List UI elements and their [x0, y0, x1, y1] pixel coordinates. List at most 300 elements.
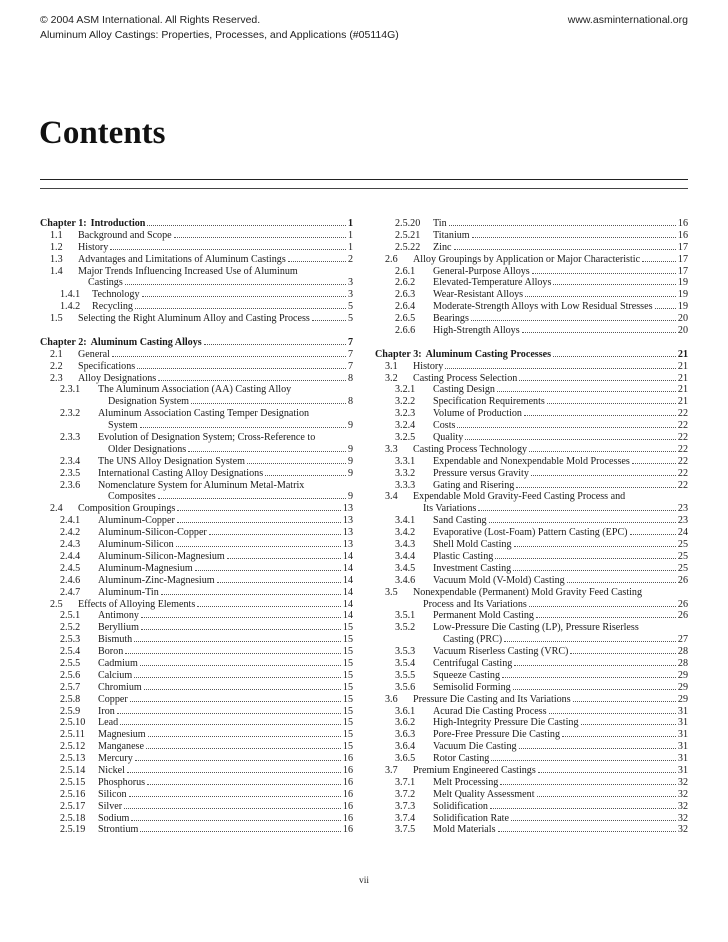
toc-page-number: 31 [677, 741, 688, 753]
dot-leader [125, 653, 341, 654]
dot-leader [478, 510, 676, 511]
toc-page-number: 15 [342, 634, 353, 646]
dot-leader [147, 784, 341, 785]
toc-page-number: 22 [677, 432, 688, 444]
toc-entry[interactable] [40, 789, 353, 801]
dot-leader [547, 403, 676, 404]
toc-entry-number: 2.5.9 [60, 705, 81, 717]
toc-entry-title: Sand Casting [433, 515, 487, 527]
dot-leader [642, 261, 676, 262]
dot-leader [147, 225, 346, 226]
toc-entry-title-continued: Casting (PRC) [443, 634, 503, 646]
toc-entry-number: 3.4.3 [395, 539, 416, 551]
toc-page-number: 26 [677, 598, 688, 610]
toc-entry[interactable] [375, 587, 688, 599]
dot-leader [195, 570, 341, 571]
toc-entry[interactable] [375, 313, 688, 325]
dot-leader [524, 415, 676, 416]
toc-page-number: 29 [677, 669, 688, 681]
toc-entry-title: Pore-Free Pressure Die Casting [433, 729, 560, 741]
dot-leader [204, 344, 346, 345]
toc-entry[interactable] [375, 384, 688, 396]
toc-entry-number: 3.3.3 [395, 479, 416, 491]
toc-entry[interactable] [40, 456, 353, 468]
toc-entry-continuation[interactable] [40, 277, 353, 289]
toc-entry[interactable] [40, 254, 353, 266]
toc-entry[interactable] [40, 515, 353, 527]
dot-leader [519, 380, 676, 381]
toc-entry[interactable] [40, 242, 353, 254]
toc-entry-number: 2.3 [50, 372, 63, 384]
toc-entry-title: Advantages and Limitations of Aluminum Castings [78, 253, 286, 265]
toc-entry[interactable] [40, 563, 353, 575]
toc-entry[interactable] [40, 753, 353, 765]
toc-entry[interactable] [40, 813, 353, 825]
toc-entry[interactable] [375, 361, 688, 373]
toc-entry-title: Technology [92, 289, 140, 301]
toc-entry[interactable] [40, 468, 353, 480]
toc-entry[interactable] [40, 266, 353, 278]
toc-entry-number: 3.6.2 [395, 717, 416, 729]
toc-entry[interactable] [375, 527, 688, 539]
dot-leader [504, 641, 676, 642]
toc-entry[interactable] [375, 610, 688, 622]
toc-page-number: 5 [347, 301, 353, 313]
toc-chapter-entry[interactable] [40, 337, 353, 349]
toc-entry[interactable] [40, 622, 353, 634]
dot-leader [141, 629, 341, 630]
toc-page-number: 8 [347, 372, 353, 384]
toc-entry[interactable] [375, 396, 688, 408]
toc-entry-number: 2.3.3 [60, 432, 81, 444]
toc-page-number: 15 [342, 669, 353, 681]
toc-entry-number: 2.5.22 [395, 241, 421, 253]
dot-leader [227, 558, 341, 559]
toc-entry-number: 2.5.15 [60, 776, 86, 788]
toc-entry[interactable] [375, 741, 688, 753]
dot-leader [570, 653, 675, 654]
toc-entry[interactable] [40, 551, 353, 563]
toc-entry[interactable] [40, 694, 353, 706]
toc-page-number: 16 [342, 812, 353, 824]
toc-entry-number: 1.4.2 [60, 301, 81, 313]
toc-entry-title: Beryllium [98, 622, 139, 634]
toc-entry-continuation[interactable] [375, 634, 688, 646]
toc-entry[interactable] [375, 420, 688, 432]
toc-page-number: 16 [677, 218, 688, 229]
toc-page-number: 32 [677, 788, 688, 800]
toc-page-number: 22 [677, 408, 688, 420]
toc-entry-title: Zinc [433, 241, 452, 253]
toc-page-number: 20 [677, 325, 688, 337]
toc-entry-number: 2.5.10 [60, 717, 86, 729]
toc-entry[interactable] [375, 765, 688, 777]
toc-page-number: 32 [677, 812, 688, 824]
dot-leader [140, 665, 341, 666]
toc-entry-title: Casting Process Technology [413, 443, 528, 455]
toc-entry[interactable] [375, 515, 688, 527]
toc-page-number: 26 [677, 610, 688, 622]
toc-entry-number: 3.6.1 [395, 705, 416, 717]
toc-page-number: 1 [347, 218, 353, 229]
toc-entry[interactable] [40, 777, 353, 789]
toc-entry-title: Calcium [98, 669, 133, 681]
toc-entry[interactable] [375, 753, 688, 765]
toc-entry[interactable] [40, 539, 353, 551]
toc-entry[interactable] [40, 706, 353, 718]
toc-entry-number: Chapter 1: [40, 218, 87, 229]
toc-page-number: 8 [347, 396, 353, 408]
toc-entry-number: 3.4 [385, 491, 398, 503]
toc-entry[interactable] [375, 706, 688, 718]
toc-entry[interactable] [40, 527, 353, 539]
toc-entry-continuation[interactable] [375, 599, 688, 611]
dot-leader [176, 546, 341, 547]
toc-entry-title: Plastic Casting [433, 550, 494, 562]
toc-entry-number: 3.3.2 [395, 467, 416, 479]
toc-entry-number: 3.2.4 [395, 420, 416, 432]
toc-entry-title: Aluminum Casting Alloys [90, 336, 202, 348]
toc-entry[interactable] [40, 610, 353, 622]
toc-entry[interactable] [40, 801, 353, 813]
toc-page-number: 16 [342, 776, 353, 788]
toc-entry-title-continued: Process and Its Variations [423, 598, 527, 610]
toc-entry[interactable] [40, 729, 353, 741]
toc-entry[interactable] [40, 824, 353, 836]
toc-entry[interactable] [40, 432, 353, 444]
dot-leader [581, 724, 676, 725]
toc-entry-title: Shell Mold Casting [433, 539, 512, 551]
toc-entry[interactable] [40, 289, 353, 301]
toc-entry[interactable] [375, 230, 688, 242]
toc-entry[interactable] [40, 361, 353, 373]
toc-entry[interactable] [375, 444, 688, 456]
toc-page-number: 27 [677, 634, 688, 646]
toc-entry-number: 3.4.2 [395, 527, 416, 539]
toc-entry[interactable] [375, 456, 688, 468]
toc-entry[interactable] [40, 587, 353, 599]
toc-entry[interactable] [375, 717, 688, 729]
toc-entry[interactable] [375, 682, 688, 694]
toc-entry[interactable] [40, 503, 353, 515]
toc-entry[interactable] [40, 384, 353, 396]
dot-leader [148, 736, 341, 737]
toc-page-number: 24 [677, 527, 688, 539]
toc-page-number: 21 [677, 384, 688, 396]
toc-entry-title: Solidification Rate [433, 812, 509, 824]
website-link[interactable]: www.asminternational.org [567, 14, 688, 26]
toc-entry[interactable] [375, 491, 688, 503]
toc-entry-title: Aluminum-Silicon-Copper [98, 527, 207, 539]
toc-entry-continuation[interactable] [40, 420, 353, 432]
toc-entry[interactable] [375, 824, 688, 836]
dot-leader [124, 808, 341, 809]
toc-entry[interactable] [375, 468, 688, 480]
toc-entry-number: 2.5.2 [60, 622, 81, 634]
toc-entry-number: 1.3 [50, 253, 63, 265]
toc-entry-number: 2.5.16 [60, 788, 86, 800]
toc-entry[interactable] [375, 658, 688, 670]
toc-page-number: 31 [677, 705, 688, 717]
toc-entry-title: Aluminum-Silicon [98, 539, 174, 551]
toc-entry[interactable] [40, 741, 353, 753]
toc-entry-title: Investment Casting [433, 562, 512, 574]
toc-page-number: 29 [677, 693, 688, 705]
toc-page-number: 14 [342, 562, 353, 574]
toc-chapter-entry[interactable] [40, 218, 353, 230]
toc-entry-number: Chapter 3: [375, 348, 422, 360]
toc-page-number: 13 [342, 539, 353, 551]
dot-leader [454, 249, 676, 250]
toc-entry-title: Expendable Mold Gravity-Feed Casting Process and [413, 491, 626, 503]
toc-entry[interactable] [40, 301, 353, 313]
toc-entry[interactable] [375, 801, 688, 813]
toc-entry-continuation[interactable] [40, 396, 353, 408]
toc-page-number: 31 [677, 729, 688, 741]
toc-entry[interactable] [40, 658, 353, 670]
dot-leader [134, 677, 341, 678]
toc-page-number: 15 [342, 741, 353, 753]
toc-page-number: 14 [342, 598, 353, 610]
toc-entry[interactable] [375, 539, 688, 551]
dot-leader [513, 570, 676, 571]
toc-entry-number: 3.7 [385, 764, 398, 776]
toc-entry[interactable] [375, 254, 688, 266]
toc-entry[interactable] [40, 313, 353, 325]
toc-entry-number: 3.5.2 [395, 622, 416, 634]
toc-page-number: 13 [342, 515, 353, 527]
toc-entry-continuation[interactable] [40, 444, 353, 456]
toc-entry-title: Vacuum Mold (V-Mold) Casting [433, 574, 565, 586]
toc-entry[interactable] [375, 373, 688, 385]
dot-leader [553, 356, 676, 357]
toc-page-number: 1 [347, 229, 353, 241]
toc-entry[interactable] [375, 277, 688, 289]
toc-entry-title: Rotor Casting [433, 753, 490, 765]
toc-entry-number: 3.5.1 [395, 610, 416, 622]
toc-page-number: 19 [677, 301, 688, 313]
toc-entry-title: Silicon [98, 788, 127, 800]
toc-page-number: 19 [677, 289, 688, 301]
toc-entry-number: 2.5.6 [60, 669, 81, 681]
toc-entry[interactable] [40, 599, 353, 611]
toc-entry[interactable] [40, 373, 353, 385]
page-title: Contents [39, 115, 166, 151]
dot-leader [500, 784, 676, 785]
toc-entry-title: Elevated-Temperature Alloys [433, 277, 552, 289]
dot-leader [514, 665, 676, 666]
toc-entry[interactable] [375, 575, 688, 587]
toc-entry[interactable] [40, 408, 353, 420]
toc-page-number: 29 [677, 681, 688, 693]
dot-leader [445, 368, 676, 369]
toc-entry-title: Aluminum-Silicon-Magnesium [98, 550, 225, 562]
dot-leader [112, 356, 346, 357]
dot-leader [131, 820, 340, 821]
toc-entry-number: 2.3.2 [60, 408, 81, 420]
toc-entry-number: 2.6.2 [395, 277, 416, 289]
toc-entry-number: 2.5.14 [60, 764, 86, 776]
toc-entry-number: 2.4.4 [60, 550, 81, 562]
toc-page-number: 15 [342, 729, 353, 741]
dot-leader [491, 760, 676, 761]
toc-entry[interactable] [375, 289, 688, 301]
toc-entry[interactable] [375, 646, 688, 658]
dot-leader [144, 689, 341, 690]
toc-entry-number: 2.4 [50, 503, 63, 515]
running-header-top [40, 14, 688, 27]
toc-entry[interactable] [40, 670, 353, 682]
toc-page-number: 9 [347, 420, 353, 432]
toc-entry-title: Aluminum Casting Processes [425, 348, 552, 360]
toc-page-number: 14 [342, 550, 353, 562]
toc-entry-number: 3.2.5 [395, 432, 416, 444]
toc-entry-number: 2.6.5 [395, 313, 416, 325]
toc-entry-title: Aluminum-Tin [98, 586, 159, 598]
toc-entry[interactable] [375, 789, 688, 801]
toc-entry[interactable] [375, 694, 688, 706]
toc-entry-continuation[interactable] [40, 491, 353, 503]
toc-entry-number: 3.4.6 [395, 574, 416, 586]
toc-entry-title: Mercury [98, 753, 133, 765]
toc-entry[interactable] [375, 325, 688, 337]
toc-chapter-entry[interactable] [375, 349, 688, 361]
toc-entry[interactable] [40, 682, 353, 694]
dot-leader [142, 296, 346, 297]
toc-entry-title-continued: System [108, 420, 138, 432]
toc-entry-title: Evolution of Designation System; Cross-Reference to [98, 432, 316, 444]
toc-entry[interactable] [375, 729, 688, 741]
book-title: Aluminum Alloy Castings: Properties, Processes, and Applications (#05114G) [40, 29, 399, 41]
toc-entry[interactable] [375, 777, 688, 789]
dot-leader [209, 534, 341, 535]
toc-entry-title: Bismuth [98, 634, 133, 646]
dot-leader [135, 760, 341, 761]
toc-entry[interactable] [40, 230, 353, 242]
toc-page-number: 15 [342, 646, 353, 658]
toc-entry-title: Expendable and Nonexpendable Mold Processes [433, 455, 630, 467]
toc-entry-title: Antimony [98, 610, 139, 622]
toc-entry-title: Selecting the Right Aluminum Alloy and Casting Process [78, 313, 310, 325]
toc-page-number: 15 [342, 717, 353, 729]
dot-leader [549, 713, 676, 714]
toc-entry-title: Aluminum-Copper [98, 515, 175, 527]
toc-entry-title: Effects of Alloying Elements [78, 598, 196, 610]
toc-entry-number: 1.5 [50, 313, 63, 325]
title-rule-top [40, 179, 688, 180]
dot-leader [265, 475, 346, 476]
toc-page-number: 9 [347, 443, 353, 455]
toc-entry-number: 3.7.3 [395, 800, 416, 812]
toc-entry[interactable] [375, 813, 688, 825]
toc-page-number: 25 [677, 562, 688, 574]
toc-entry[interactable] [40, 575, 353, 587]
toc-entry[interactable] [375, 551, 688, 563]
toc-entry-number: 2.4.3 [60, 539, 81, 551]
toc-page-number: 17 [677, 253, 688, 265]
toc-entry-number: 2.3.5 [60, 467, 81, 479]
toc-entry-number: 3.7.4 [395, 812, 416, 824]
toc-entry[interactable] [40, 717, 353, 729]
toc-page-number: 7 [347, 336, 353, 348]
toc-entry-number: 2.5.13 [60, 753, 86, 765]
toc-entry-number: 2.5.20 [395, 218, 421, 229]
toc-entry[interactable] [40, 634, 353, 646]
toc-entry-number: 3.1 [385, 360, 398, 372]
toc-entry-title: History [413, 360, 444, 372]
toc-entry[interactable] [375, 266, 688, 278]
toc-entry[interactable] [375, 408, 688, 420]
dot-leader [197, 606, 341, 607]
page-number: vii [358, 876, 370, 886]
toc-entry[interactable] [375, 670, 688, 682]
toc-entry-title: Recycling [92, 301, 133, 313]
toc-entry-number: 2.5.1 [60, 610, 81, 622]
toc-entry[interactable] [40, 480, 353, 492]
toc-entry-number: 3.7.1 [395, 776, 416, 788]
dot-leader [177, 510, 341, 511]
toc-page-number: 20 [677, 313, 688, 325]
toc-entry-title: Solidification [433, 800, 488, 812]
toc-entry[interactable] [40, 349, 353, 361]
toc-entry-number: 2.6.6 [395, 325, 416, 337]
dot-leader [537, 796, 676, 797]
toc-entry-title: Specification Requirements [433, 396, 545, 408]
toc-entry[interactable] [375, 480, 688, 492]
toc-entry-number: 1.4 [50, 265, 63, 277]
toc-entry-number: 2.5.4 [60, 646, 81, 658]
toc-entry-title: Alloy Designations [78, 372, 157, 384]
toc-entry-number: 3.5.3 [395, 646, 416, 658]
toc-entry[interactable] [375, 563, 688, 575]
toc-entry-number: 2.5.17 [60, 800, 86, 812]
toc-entry-number: 3.5.6 [395, 681, 416, 693]
toc-page-number: 25 [677, 539, 688, 551]
toc-entry[interactable] [375, 242, 688, 254]
toc-entry[interactable] [375, 301, 688, 313]
toc-entry[interactable] [40, 765, 353, 777]
toc-entry-number: 2.4.2 [60, 527, 81, 539]
toc-page-number: 16 [342, 788, 353, 800]
toc-page-number: 23 [677, 515, 688, 527]
toc-entry-number: 2.6.3 [395, 289, 416, 301]
toc-entry-title: Aluminum Association Casting Temper Designation [98, 408, 310, 420]
toc-entry-continuation[interactable] [375, 503, 688, 515]
toc-entry-title-continued: Its Variations [423, 503, 477, 515]
dot-leader [158, 380, 346, 381]
toc-entry[interactable] [375, 622, 688, 634]
dot-leader [161, 594, 341, 595]
toc-entry-number: 3.3 [385, 443, 398, 455]
dot-leader [525, 296, 676, 297]
toc-entry[interactable] [40, 646, 353, 658]
toc-entry-title: Semisolid Forming [433, 681, 511, 693]
toc-entry[interactable] [375, 218, 688, 230]
dot-leader [514, 546, 676, 547]
dot-leader [632, 463, 676, 464]
toc-entry-title: Quality [433, 432, 464, 444]
toc-entry-title: History [78, 241, 109, 253]
toc-entry[interactable] [375, 432, 688, 444]
toc-entry-title: Introduction [90, 218, 146, 229]
toc-entry-title: Phosphorus [98, 776, 146, 788]
toc-page-number: 17 [677, 241, 688, 253]
toc-entry-number: 2.4.5 [60, 562, 81, 574]
toc-entry-number: 3.7.5 [395, 824, 416, 836]
dot-leader [497, 391, 676, 392]
toc-page-number: 21 [677, 372, 688, 384]
dot-leader [188, 451, 346, 452]
